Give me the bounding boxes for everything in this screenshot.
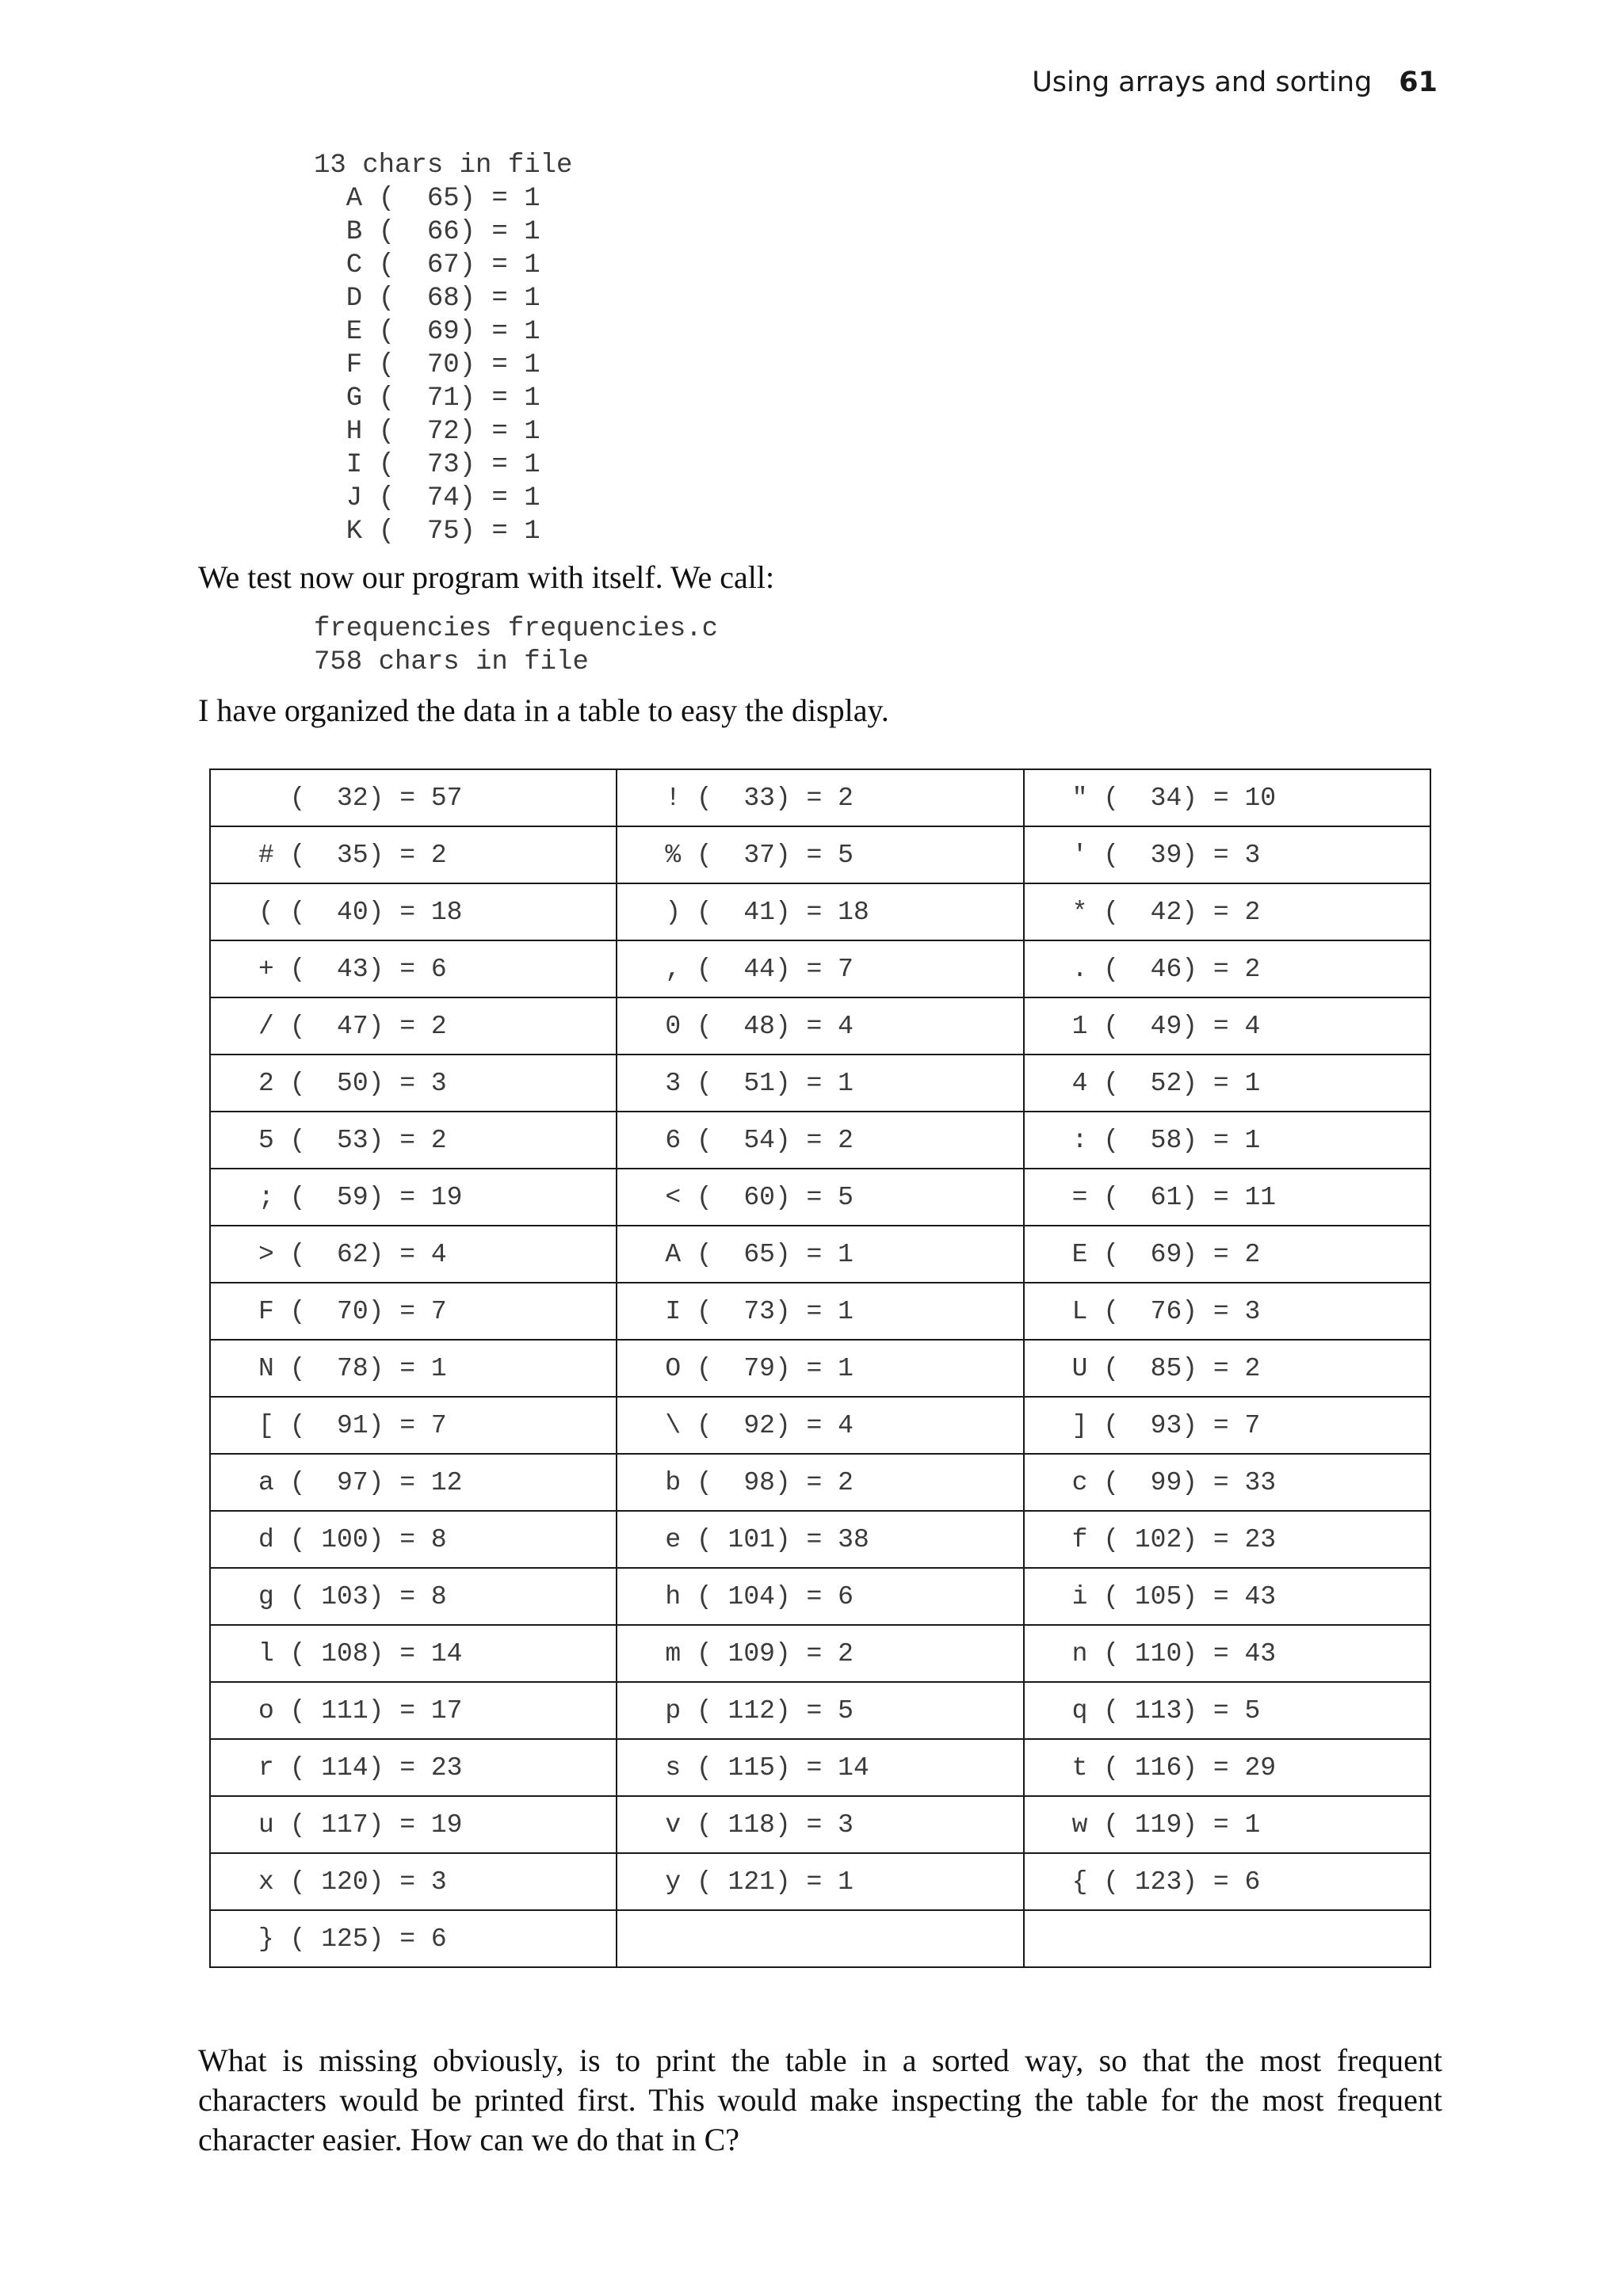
table-row (210, 1112, 1430, 1169)
table-row (210, 1226, 1430, 1283)
table-cell: < ( 60) = 5 (617, 1169, 1023, 1226)
table-cell (617, 1910, 1023, 1967)
table-cell: y ( 121) = 1 (617, 1853, 1023, 1910)
table-row (210, 1454, 1430, 1511)
table-row (210, 1169, 1430, 1226)
table-cell: p ( 112) = 5 (617, 1682, 1023, 1739)
running-header (1032, 67, 1438, 98)
table-row (210, 1682, 1430, 1739)
table-row (210, 883, 1430, 940)
table-cell: # ( 35) = 2 (210, 826, 617, 883)
code-line: G ( 71) = 1 (314, 383, 540, 414)
table-cell: h ( 104) = 6 (617, 1568, 1023, 1625)
table-cell: v ( 118) = 3 (617, 1796, 1023, 1853)
table-cell: c ( 99) = 33 (1024, 1454, 1430, 1511)
table-cell: ; ( 59) = 19 (210, 1169, 617, 1226)
table-cell: a ( 97) = 12 (210, 1454, 617, 1511)
table-cell: > ( 62) = 4 (210, 1226, 617, 1283)
table-cell: x ( 120) = 3 (210, 1853, 617, 1910)
page-number: 61 (1399, 67, 1438, 98)
code-line: H ( 72) = 1 (314, 417, 540, 447)
table-cell: A ( 65) = 1 (617, 1226, 1023, 1283)
code-line: 13 chars in file (314, 151, 573, 181)
table-cell (1024, 1910, 1430, 1967)
table-cell: s ( 115) = 14 (617, 1739, 1023, 1796)
body-paragraph-organized: I have organized the data in a table to easy the display. (198, 692, 889, 728)
table-cell: l ( 108) = 14 (210, 1625, 617, 1682)
code-line: A ( 65) = 1 (314, 184, 540, 214)
table-cell: w ( 119) = 1 (1024, 1796, 1430, 1853)
table-row (210, 826, 1430, 883)
body-paragraph-test: We test now our program with itself. We call: (198, 559, 775, 595)
table-row (210, 1283, 1430, 1340)
table-cell: % ( 37) = 5 (617, 826, 1023, 883)
table-cell: F ( 70) = 7 (210, 1283, 617, 1340)
table-cell: i ( 105) = 43 (1024, 1568, 1430, 1625)
table-cell: N ( 78) = 1 (210, 1340, 617, 1397)
table-row (210, 1910, 1430, 1967)
table-row (210, 997, 1430, 1055)
table-cell: , ( 44) = 7 (617, 940, 1023, 997)
table-cell: u ( 117) = 19 (210, 1796, 617, 1853)
code-line: F ( 70) = 1 (314, 350, 540, 380)
table-cell: d ( 100) = 8 (210, 1511, 617, 1568)
table-cell: n ( 110) = 43 (1024, 1625, 1430, 1682)
table-cell: 4 ( 52) = 1 (1024, 1055, 1430, 1112)
table-cell: E ( 69) = 2 (1024, 1226, 1430, 1283)
table-row (210, 769, 1430, 826)
table-cell: 1 ( 49) = 4 (1024, 997, 1430, 1055)
table-cell: m ( 109) = 2 (617, 1625, 1023, 1682)
table-cell: * ( 42) = 2 (1024, 883, 1430, 940)
table-cell: . ( 46) = 2 (1024, 940, 1430, 997)
table-cell: e ( 101) = 38 (617, 1511, 1023, 1568)
code-line: J ( 74) = 1 (314, 483, 540, 513)
code-line: E ( 69) = 1 (314, 317, 540, 347)
body-paragraph-missing: What is missing obviously, is to print the table in a sorted way, so that the most frequent characters would be printed first. This would make inspecting the table for the most frequent character easier. How can we do that in C? (198, 2042, 1442, 2157)
code-line: K ( 75) = 1 (314, 517, 540, 547)
table-cell: 5 ( 53) = 2 (210, 1112, 617, 1169)
table-row (210, 1055, 1430, 1112)
table-cell: 6 ( 54) = 2 (617, 1112, 1023, 1169)
table-cell: " ( 34) = 10 (1024, 769, 1430, 826)
table-cell: o ( 111) = 17 (210, 1682, 617, 1739)
table-cell: f ( 102) = 23 (1024, 1511, 1430, 1568)
table-cell: 0 ( 48) = 4 (617, 997, 1023, 1055)
table-cell: : ( 58) = 1 (1024, 1112, 1430, 1169)
code-line: I ( 73) = 1 (314, 450, 540, 480)
code-line: 758 chars in file (314, 647, 589, 677)
table-cell: r ( 114) = 23 (210, 1739, 617, 1796)
table-cell: / ( 47) = 2 (210, 997, 617, 1055)
code-line: D ( 68) = 1 (314, 284, 540, 314)
table-row (210, 1853, 1430, 1910)
table-row (210, 1568, 1430, 1625)
table-cell: \ ( 92) = 4 (617, 1397, 1023, 1454)
frequency-table (209, 769, 1431, 1968)
table-row (210, 1511, 1430, 1568)
table-cell: t ( 116) = 29 (1024, 1739, 1430, 1796)
table-cell: ( 32) = 57 (210, 769, 617, 826)
table-cell: = ( 61) = 11 (1024, 1169, 1430, 1226)
table-cell: 3 ( 51) = 1 (617, 1055, 1023, 1112)
table-cell: O ( 79) = 1 (617, 1340, 1023, 1397)
table-cell: b ( 98) = 2 (617, 1454, 1023, 1511)
code-line: B ( 66) = 1 (314, 217, 540, 247)
command-block (314, 612, 718, 679)
table-row (210, 1796, 1430, 1853)
table-cell: ( ( 40) = 18 (210, 883, 617, 940)
table-cell: ! ( 33) = 2 (617, 769, 1023, 826)
table-cell: { ( 123) = 6 (1024, 1853, 1430, 1910)
table-row (210, 940, 1430, 997)
table-row (210, 1397, 1430, 1454)
chapter-title: Using arrays and sorting (1032, 67, 1373, 98)
table-cell: ' ( 39) = 3 (1024, 826, 1430, 883)
table-cell: } ( 125) = 6 (210, 1910, 617, 1967)
table-row (210, 1340, 1430, 1397)
table-cell: q ( 113) = 5 (1024, 1682, 1430, 1739)
code-line: frequencies frequencies.c (314, 614, 719, 644)
table-cell: + ( 43) = 6 (210, 940, 617, 997)
table-row (210, 1739, 1430, 1796)
code-line: C ( 67) = 1 (314, 250, 540, 280)
table-cell: ] ( 93) = 7 (1024, 1397, 1430, 1454)
table-cell: U ( 85) = 2 (1024, 1340, 1430, 1397)
table-row (210, 1625, 1430, 1682)
program-output-block (314, 149, 572, 548)
table-cell: L ( 76) = 3 (1024, 1283, 1430, 1340)
table-cell: [ ( 91) = 7 (210, 1397, 617, 1454)
table-cell: I ( 73) = 1 (617, 1283, 1023, 1340)
table-cell: 2 ( 50) = 3 (210, 1055, 617, 1112)
table-cell: ) ( 41) = 18 (617, 883, 1023, 940)
table-cell: g ( 103) = 8 (210, 1568, 617, 1625)
